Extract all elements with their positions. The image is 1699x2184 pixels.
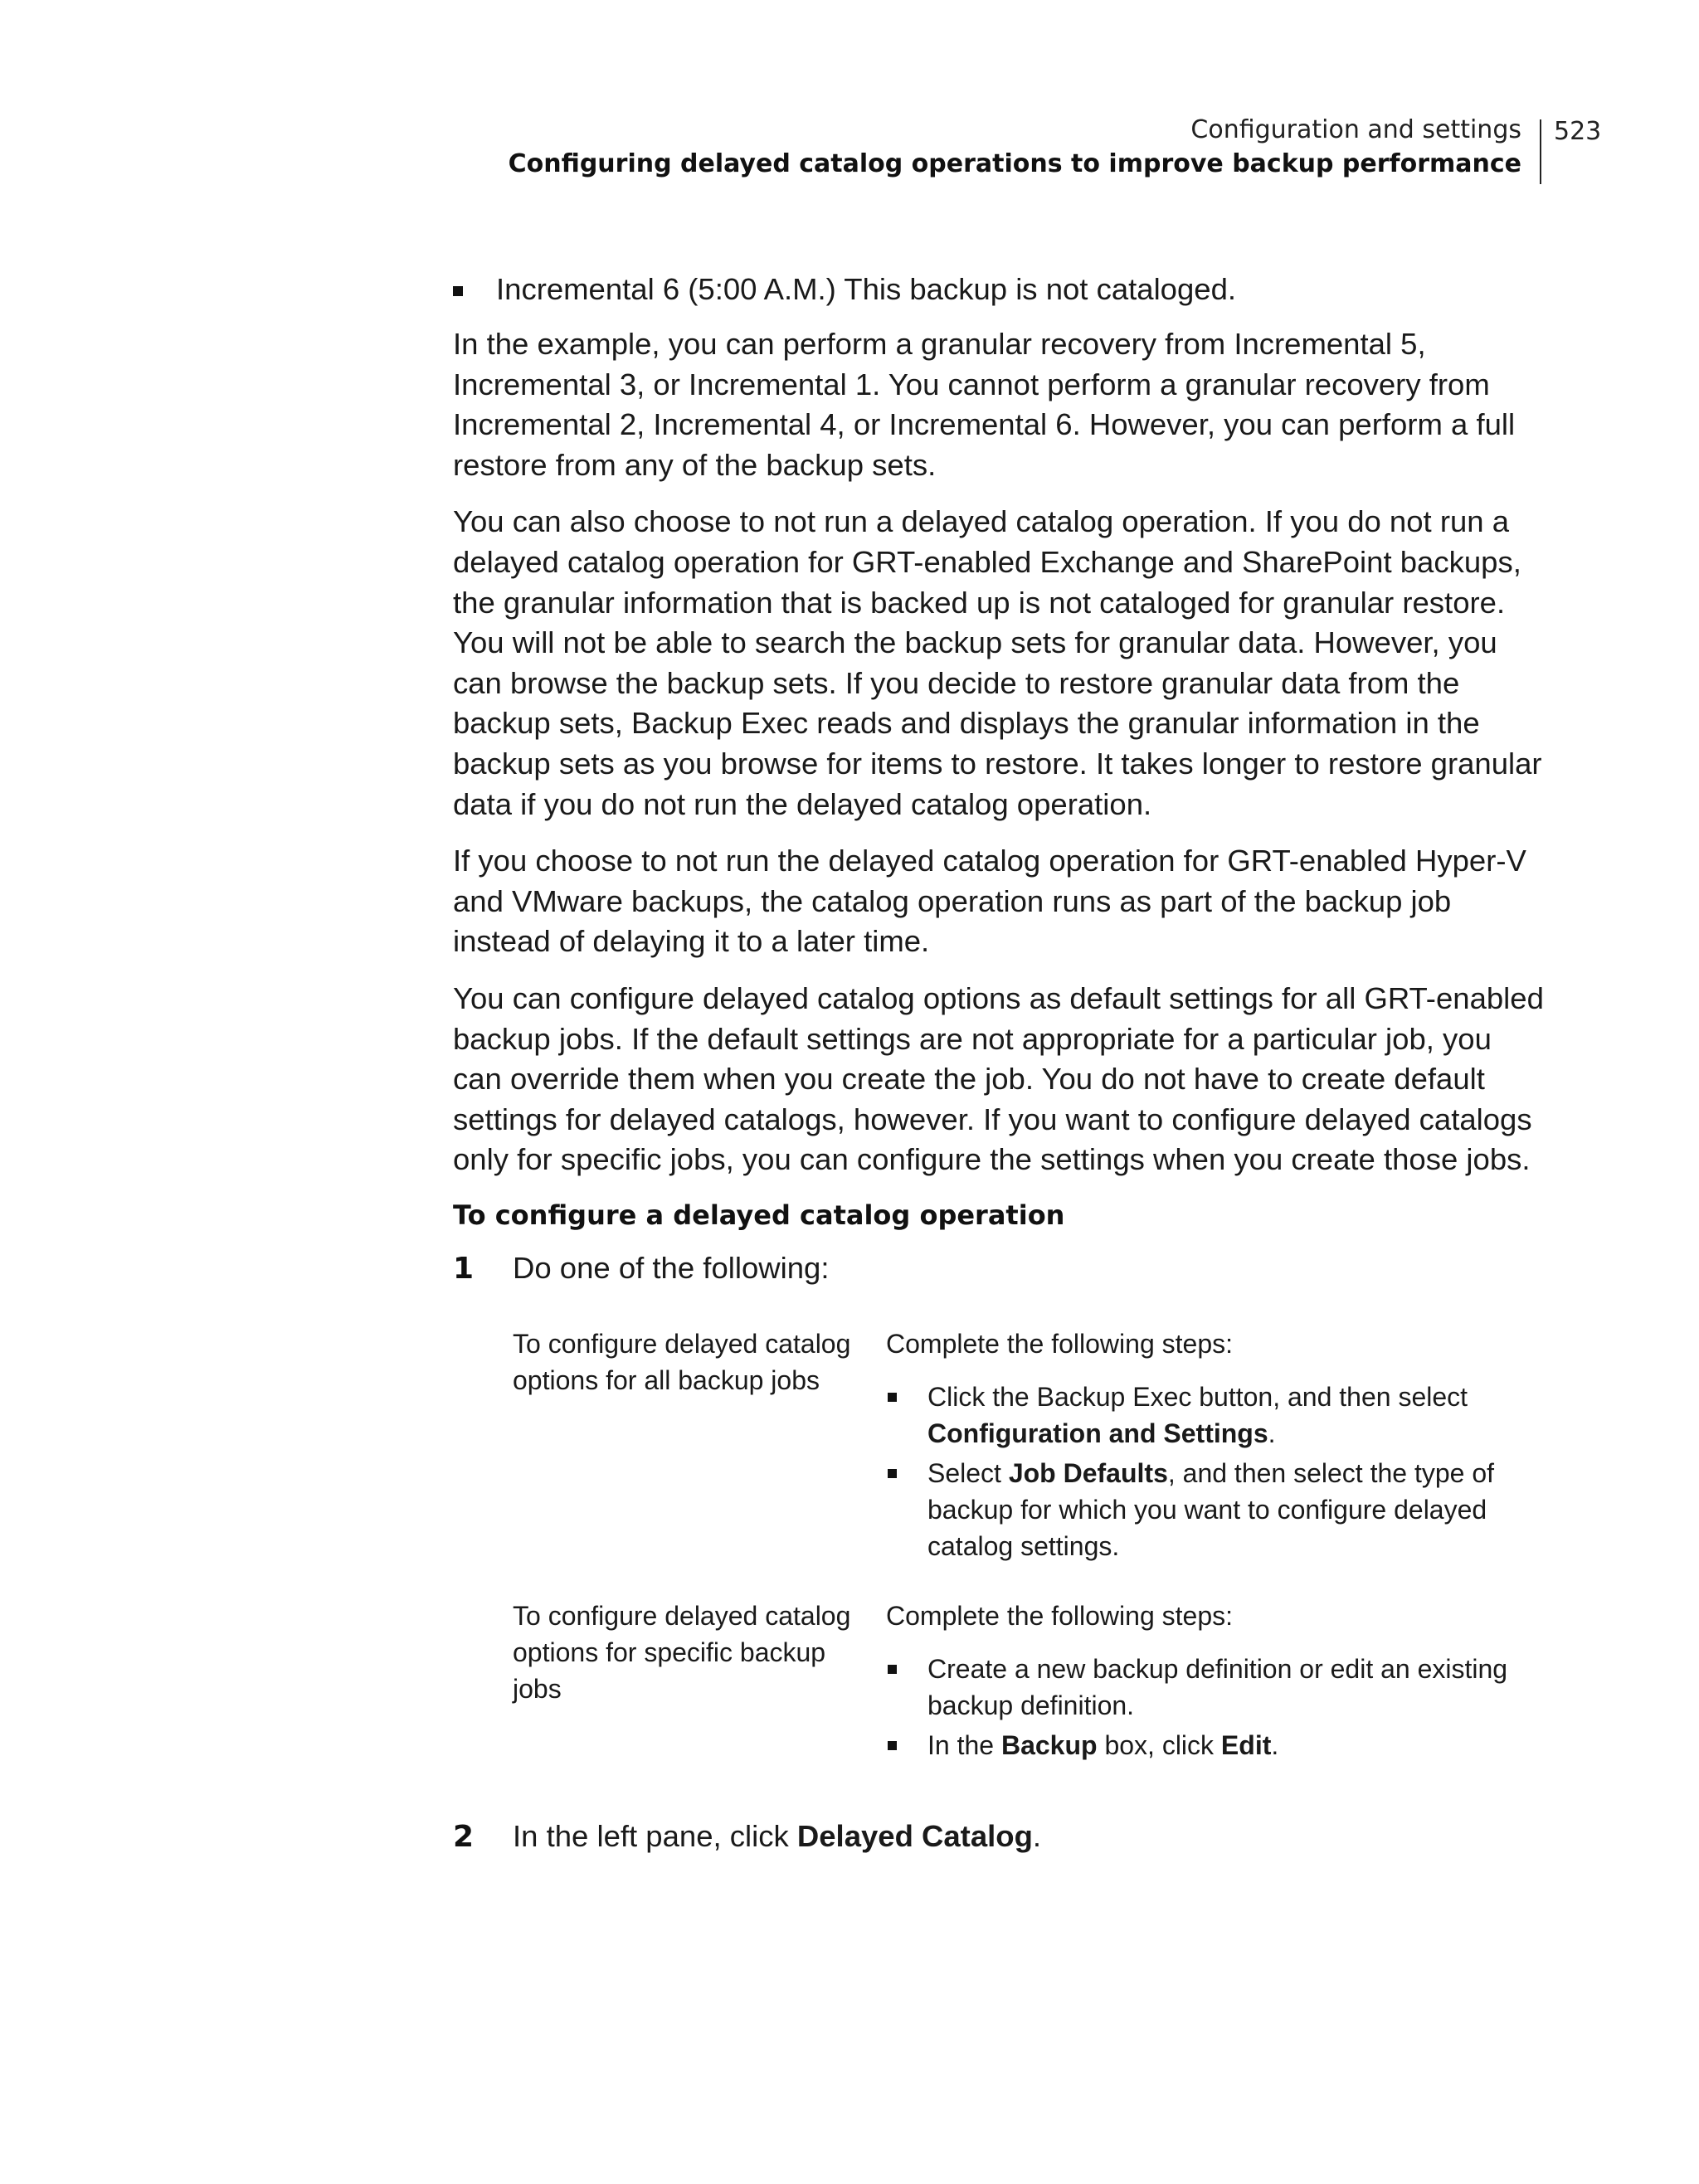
page-number: 523 <box>1554 117 1602 146</box>
ui-term: Job Defaults <box>1008 1457 1168 1488</box>
table-cell-condition: To configure delayed catalog options for all backup jobs <box>513 1328 851 1395</box>
steps-intro: Complete the following steps: <box>886 1600 1233 1631</box>
options-table <box>513 1325 1546 1817</box>
header-divider <box>1540 119 1541 184</box>
paragraph: If you choose to not run the delayed catalog operation for GRT-enabled Hyper-V and VMware backups, the catalog operation runs as part of the backup job instead of delaying it to a later time. <box>453 844 1526 959</box>
header-section-title: Configuration and settings <box>1190 115 1521 144</box>
table-row <box>513 1325 1546 1598</box>
ui-term: Edit <box>1220 1729 1272 1760</box>
bullet-square-icon <box>888 1469 897 1478</box>
list-item-text: Incremental 6 (5:00 A.M.) This backup is not cataloged. <box>496 272 1237 306</box>
list-item-text: Select Job Defaults, and then select the type of backup for which you want to configure delayed catalog settings. <box>927 1457 1495 1561</box>
ui-term: Backup <box>1000 1729 1098 1760</box>
list-item <box>886 1651 1546 1724</box>
bullet-square-icon <box>888 1665 897 1674</box>
table-cell-condition: To configure delayed catalog options for specific backup jobs <box>513 1600 851 1704</box>
list-item <box>886 1727 1546 1763</box>
ui-term: Configuration and Settings <box>927 1418 1268 1448</box>
steps-intro: Complete the following steps: <box>886 1328 1233 1359</box>
procedure-step <box>453 1248 1548 1289</box>
procedure-title: To configure a delayed catalog operation <box>453 1199 1065 1231</box>
list-item <box>453 270 1548 309</box>
table-cell-steps <box>886 1325 1546 1598</box>
bullet-square-icon <box>888 1741 897 1750</box>
list-item-text: Create a new backup definition or edit an existing backup definition. <box>927 1653 1508 1720</box>
table-cell-steps <box>886 1598 1546 1817</box>
running-header <box>460 113 1538 181</box>
bullet-square-icon <box>453 286 463 296</box>
bullet-square-icon <box>888 1393 897 1402</box>
list-item <box>886 1455 1546 1564</box>
step-text: Do one of the following: <box>513 1250 830 1285</box>
procedure-step <box>453 1817 1548 1857</box>
step-number: 1 <box>453 1251 475 1286</box>
list-item <box>886 1379 1546 1452</box>
step-number: 2 <box>453 1819 475 1854</box>
ui-term: Delayed Catalog <box>796 1818 1033 1853</box>
list-item-text: Click the Backup Exec button, and then select Configuration and Settings. <box>927 1381 1468 1448</box>
step-text: In the left pane, click Delayed Catalog. <box>513 1818 1042 1853</box>
paragraph: You can also choose to not run a delayed catalog operation. If you do not run a delayed catalog operation for GRT-enabled Exchange and SharePoint backups, the granular information that is backed up is not cataloged for granular restore. You will not be able to search the backup sets for granular data. However, you can browse the backup sets. If you decide to restore granular data from the backup sets, Backup Exec reads and displays the granular information in the backup sets as you browse for items to restore. It takes longer to restore granular data if you do not run the delayed catalog operation. <box>453 504 1542 821</box>
main-content <box>453 270 1548 1865</box>
paragraph: In the example, you can perform a granular recovery from Incremental 5, Incremental 3, or Incremental 1. You cannot perform a granular recovery from Incremental 2, Incremental 4, or Incremental 6. However, you can perform a full restore from any of the backup sets. <box>453 327 1516 482</box>
list-item-text: In the Backup box, click Edit. <box>927 1729 1279 1760</box>
table-row <box>513 1598 1546 1817</box>
header-page-title: Configuring delayed catalog operations to improve backup performance <box>508 149 1521 178</box>
paragraph: You can configure delayed catalog options as default settings for all GRT-enabled backup jobs. If the default settings are not appropriate for a particular job, you can override them when you create the job. You do not have to create default settings for delayed catalogs, however. If you want to configure delayed catalogs only for specific jobs, you can configure the settings when you create those jobs. <box>453 980 1544 1177</box>
